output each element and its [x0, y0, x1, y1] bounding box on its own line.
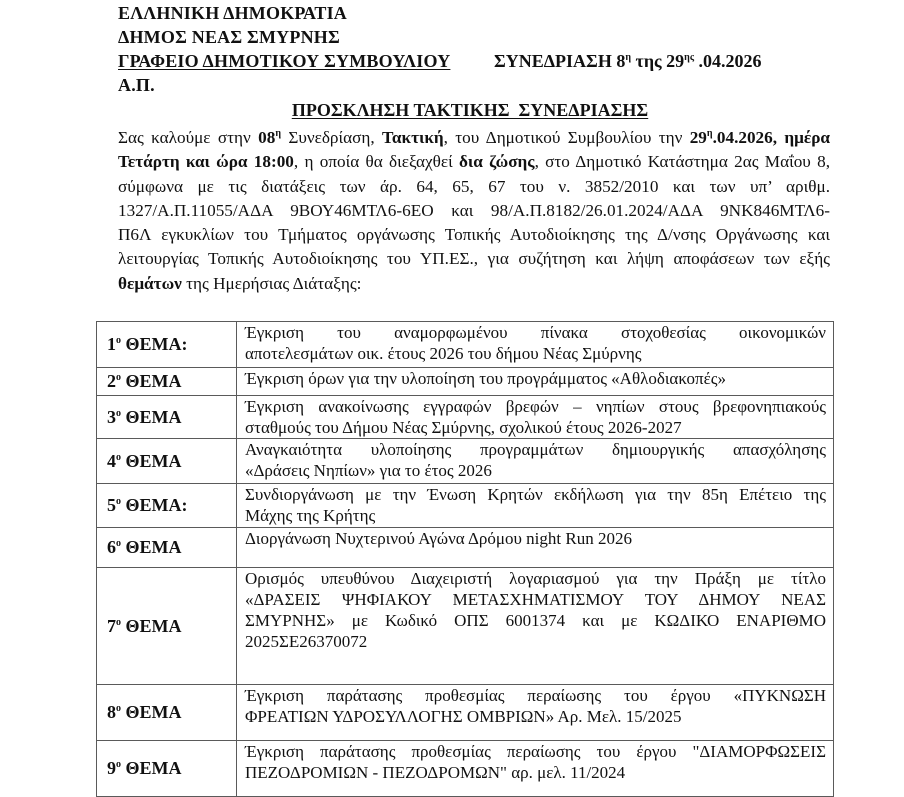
header-office: ΓΡΑΦΕΙΟ ΔΗΜΟΤΙΚΟΥ ΣΥΜΒΟΥΛΙΟΥ — [118, 51, 451, 71]
agenda-description-line: Έγκριση παράτασης προθεσμίας περαίωσης του έργου "ΔΙΑΜΟΡΦΩΣΕΙΣ — [245, 742, 826, 761]
title-part2: ΣΥΝΕΔΡΙΑΣΗΣ — [518, 100, 649, 120]
agenda-item-label: $1^o$ ΘΕΜΑ: — [107, 334, 188, 354]
agenda-item-number — [97, 528, 237, 568]
agenda-item-description — [237, 741, 834, 797]
agenda-item-number — [97, 368, 237, 396]
agenda-row — [97, 741, 834, 797]
agenda-item-label: $3^o$ ΘΕΜΑ — [107, 406, 182, 427]
session-date: .04.2026 — [694, 51, 762, 71]
agenda-description-line: 2025ΣΕ26370072 — [245, 632, 368, 651]
invitation-body — [118, 126, 830, 296]
agenda-item-description — [237, 568, 834, 685]
header-republic: ΕΛΛΗΝΙΚΗ ΔΗΜΟΚΡΑΤΙΑ — [118, 3, 348, 23]
agenda-item-description — [237, 396, 834, 439]
body-line-2: Τετάρτη και ώρα 18:00, η οποία θα διεξαχθεί δια ζώσης, στο Δημοτικό Κατάστημα 2ας Μαΐου 8, — [118, 152, 830, 172]
agenda-row — [97, 685, 834, 741]
agenda-item-description — [237, 322, 834, 368]
agenda-row — [97, 528, 834, 568]
agenda-description-line: ΦΡΕΑΤΙΩΝ ΥΔΡΟΣΥΛΛΟΓΗΣ ΟΜΒΡΙΩΝ» Αρ. Μελ. 15/2025 — [245, 707, 682, 726]
page-title — [0, 99, 904, 121]
session-sup2: ης — [684, 52, 695, 63]
agenda-description-line: ΠΕΖΟΔΡΟΜΙΩΝ - ΠΕΖΟΔΡΟΜΩΝ" αρ. μελ. 11/2024 — [245, 763, 626, 782]
agenda-description-line: «Δράσεις Νηπίων» για το έτος 2026 — [245, 461, 492, 480]
agenda-item-description — [237, 439, 834, 484]
agenda-description-line: Συνδιοργάνωση με την Ένωση Κρητών εκδήλωση για την 85η Επέτειο της — [245, 485, 826, 504]
body-line-6: λειτουργίας Τοπικής Αυτοδιοίκησης του ΥΠ.ΕΣ., για συζήτηση και λήψη αποφάσεων των εξής — [118, 249, 830, 269]
agenda-item-number — [97, 568, 237, 685]
agenda-item-label: $7^o$ ΘΕΜΑ — [107, 615, 182, 636]
session-mid: της 29 — [631, 51, 685, 71]
agenda-description-line: Έγκριση του αναμορφωμένου πίνακα στοχοθεσίας οικονομικών — [245, 323, 826, 342]
header-protocol-number: Α.Π. — [118, 75, 155, 95]
agenda-description-line: Αναγκαιότητα υλοποίησης προγραμμάτων δημιουργικής απασχόλησης — [245, 440, 826, 459]
agenda-item-description — [237, 484, 834, 528]
agenda-row — [97, 568, 834, 685]
agenda-row — [97, 396, 834, 439]
agenda-item-description — [237, 685, 834, 741]
title-part1: ΠΡΟΣΚΛΗΣΗ ΤΑΚΤΙΚΗΣ — [291, 100, 510, 120]
agenda-row — [97, 368, 834, 396]
agenda-item-label: $5^o$ ΘΕΜΑ: — [107, 495, 188, 515]
agenda-row — [97, 484, 834, 528]
agenda-item-number — [97, 439, 237, 484]
agenda-item-label: $4^o$ ΘΕΜΑ — [107, 450, 182, 471]
agenda-description-line: αποτελεσμάτων οικ. έτους 2026 του δήμου Νέας Σμύρνης — [245, 344, 642, 363]
agenda-description-line: Ορισμός υπευθύνου Διαχειριστή λογαριασμού για την Πράξη με τίτλο — [245, 569, 826, 588]
agenda-item-number — [97, 685, 237, 741]
agenda-item-label: $9^o$ ΘΕΜΑ — [107, 758, 182, 778]
agenda-description-line: «ΔΡΑΣΕΙΣ ΨΗΦΙΑΚΟΥ ΜΕΤΑΣΧΗΜΑΤΙΣΜΟΥ ΤΟΥ ΔΗΜΟΥ ΝΕΑΣ — [245, 590, 826, 609]
body-line-1: Σας καλούμε στην $08^\eta$ Συνεδρίαση, Τακτική, του Δημοτικού Συμβουλίου την $29^\eta.04.2026$, ημέρα — [118, 128, 830, 147]
agenda-item-description — [237, 368, 834, 396]
agenda-item-number — [97, 322, 237, 368]
agenda-item-description — [237, 528, 834, 568]
agenda-description-line: ΣΜΥΡΝΗΣ» με Κωδικό ΟΠΣ 6001374 και με ΚΩΔΙΚΟ ΕΝΑΡΙΘΜΟ — [245, 611, 826, 630]
agenda-item-number — [97, 396, 237, 439]
agenda-row — [97, 439, 834, 484]
agenda-table — [96, 321, 834, 797]
body-line-7: θεμάτων της Ημερήσιας Διάταξης: — [118, 273, 362, 293]
body-line-5: Π6Λ εγκυκλίων του Τμήματος οργάνωσης Τοπικής Αυτοδιοίκησης της Δ/νσης Οργάνωσης και — [118, 225, 830, 245]
body-line-3: σύμφωνα με τις διατάξεις των άρ. 64, 65, 67 του ν. 3852/2010 και των υπ’ αριθμ. — [118, 176, 830, 196]
agenda-item-label: $2^o$ ΘΕΜΑ — [107, 371, 182, 391]
agenda-description-line: Διοργάνωση Νυχτερινού Αγώνα Δρόμου night Run 2026 — [245, 529, 632, 548]
agenda-item-label: $6^o$ ΘΕΜΑ — [107, 537, 182, 557]
agenda-item-number — [97, 741, 237, 797]
agenda-description-line: Μάχης της Κρήτης — [245, 506, 376, 525]
agenda-description-line: Έγκριση ανακοίνωσης εγγραφών βρεφών – νηπίων στους βρεφονηπιακούς — [245, 397, 826, 416]
agenda-item-number — [97, 484, 237, 528]
agenda-description-line: Έγκριση παράτασης προθεσμίας περαίωσης του έργου «ΠΥΚΝΩΣΗ — [245, 686, 826, 705]
body-line-4: 1327/Α.Π.11055/ΑΔΑ 9ΒΟΥ46ΜΤΛ6-6ΕΟ και 98/Α.Π.8182/26.01.2024/ΑΔΑ 9ΝΚ846ΜΤΛ6- — [118, 200, 830, 220]
agenda-row — [97, 322, 834, 368]
agenda-item-label: $8^o$ ΘΕΜΑ — [107, 702, 182, 722]
session-info — [494, 50, 762, 72]
header-municipality: ΔΗΜΟΣ ΝΕΑΣ ΣΜΥΡΝΗΣ — [118, 27, 340, 47]
session-sup1: η — [625, 52, 632, 63]
session-prefix: ΣΥΝΕΔΡΙΑΣΗ 8 — [494, 51, 626, 71]
agenda-description-line: σταθμούς του Δήμου Νέας Σμύρνης, σχολικού έτους 2026-2027 — [245, 418, 682, 437]
agenda-description-line: Έγκριση όρων για την υλοποίηση του προγράμματος «Αθλοδιακοπές» — [245, 369, 726, 388]
